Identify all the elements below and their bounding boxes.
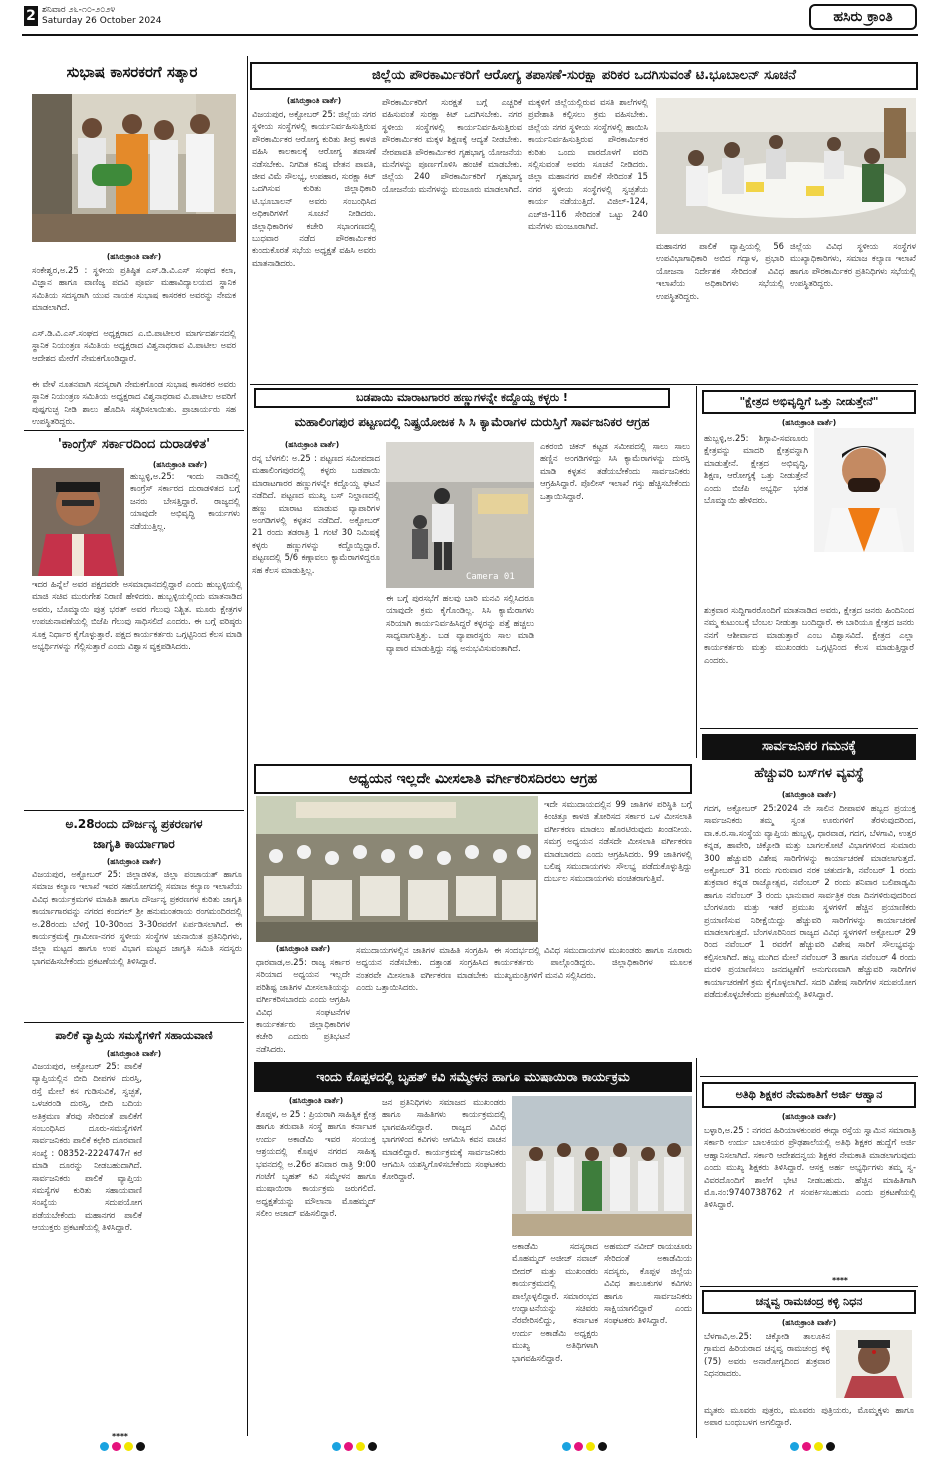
byline-a6: (ಹಸಿರುಕ್ರಾಂತಿ ವಾರ್ತೆ) <box>106 1049 162 1058</box>
body-a10: ಬಳ್ಳಾರಿ,ಅ.25 : ನಗರದ ಹಿರಿಯಾಳಕುಂಪರ ಈದ್ಗಾ ರಸ್ತೆಯ ಸ್ವಾಮಿನ ಸಮಾರಾತ್ರಿ ಸರ್ಕಾರಿ ಉರ್ದು ಬಾಲಕಿಯರ ಪ್ರೌಢಶಾಲೆಯಲ್ಲಿ ಅತಿಥಿ ಶಿಕ್ಷಕರ ಹುದ್ದೆಗೆ ಅರ್ಜಿ ಆಹ್ವಾನಿಸಲಾಗಿದೆ. ಸರ್ಕಾರಿ ಆದೇಶದನ್ವಯ ಶಿಕ್ಷಕರ ನೇಮಕಾತಿ ಮಾಡಲಾಗುವುದು ಎಂದು ಮುಖ್ಯ ಶಿಕ್ಷಕರು ತಿಳಿಸಿದ್ದಾರೆ. ಆಸಕ್ತ ಅರ್ಹ ಅಭ್ಯರ್ಥಿಗಳು ತಮ್ಮ ಸ್ವ-ವಿವರದೊಂದಿಗೆ ಶಾಲೆಗೆ ಭೇಟಿ ನೀಡಬಹುದು. ಹೆಚ್ಚಿನ ಮಾಹಿತಿಗಾಗಿ ಮೊ.ನಂ:9740738762 ಗೆ ಸಂಪರ್ಕಿಸಬಹುದು ಎಂದು ಪ್ರಕಟಣೆಯಲ್ಲಿ ತಿಳಿಸಿದ್ದಾರೆ. <box>704 1125 916 1210</box>
byline-a7: (ಹಸಿರುಕ್ರಾಂತಿ ವಾರ್ತೆ) <box>275 944 331 953</box>
headline-bus-2: ಹೆಚ್ಚುವರಿ ಬಸ್‌ಗಳ ವ್ಯವಸ್ಥೆ <box>754 766 864 781</box>
photo-protest <box>256 796 538 942</box>
column-rule <box>247 56 248 1436</box>
byline-a12: (ಹಸಿರುಕ್ರಾಂತಿ ವಾರ್ತೆ) <box>781 1318 837 1327</box>
column-rule <box>696 386 697 758</box>
body-a5: ವಿಜಯಪುರ, ಅಕ್ಟೋಬರ್ 25: ಜಿಲ್ಲಾಡಳಿತ, ಜಿಲ್ಲಾ ಪಂಚಾಯತ್ ಹಾಗೂ ಸಮಾಜ ಕಲ್ಯಾಣ ಇಲಾಖೆ ಇವರ ಸಹಯೋಗದಲ್ಲಿ ಸಮಾಜ ಕಲ್ಯಾಣ ಇಲಾಖೆಯ ವಿವಿಧ ಕಾರ್ಯಕ್ರಮಗಳ ಮಾಹಿತಿ ಹಾಗೂ ದೌರ್ಜನ್ಯ ಪ್ರಕರಣಗಳ ಕುರಿತು ಜಾಗೃತಿ ಕಾರ್ಯಾಗಾರವನ್ನು ನಗರದ ಕಂದಗಲ್ ಶ್ರೀ ಹನುಮಂತರಾಯ ರಂಗಮಂದಿರದಲ್ಲಿ ಅ.28ರಂದು ಬೆಳಿಗ್ಗೆ 10-30ರಿಂದ 3-30ರವರೆಗೆ ಏರ್ಪಡಿಸಲಾಗಿದೆ. ಈ ಕಾರ್ಯಕ್ರಮಕ್ಕೆ ಗ್ರಾಮೀಣ-ನಗರ ಸ್ಥಳೀಯ ಸಂಸ್ಥೆಗಳ ಚುನಾಯಿತ ಪ್ರತಿನಿಧಿಗಳು, ಜಿಲ್ಲಾ ಮಟ್ಟದ ಹಾಗೂ ಉಪ ವಿಭಾಗ ಮಟ್ಟದ ಜಾಗೃತಿ ಸಮಿತಿ ಸದಸ್ಯರು ಭಾಗವಹಿಸಬೇಕೆಂದು ಪ್ರಕಟಣೆಯಲ್ಲಿ ತಿಳಿಸಿದ್ದಾರೆ. <box>32 869 242 966</box>
body-a4: ಇದರ ಹಿನ್ನೆಲೆ ಅವರ ಪಕ್ಷದವರೇ ಅಸಮಾಧಾನದಲ್ಲಿದ್ದಾರೆ ಎಂದು ಹುಬ್ಬಳ್ಳಿಯಲ್ಲಿ ಮಾಜಿ ಸಚಿವ ಮುರುಗೇಶ ನಿರಾಣಿ ಹೇಳಿದರು. ಹುಬ್ಬಳ್ಳಿಯಲ್ಲಿಂದು ಮಾತನಾಡಿದ ಅವರು, ಬೊಮ್ಮಾಯಿ ಪುತ್ರ ಭರತ್ ಅವರ ಗೆಲುವು ನಿಶ್ಚಿತ. ಮೂರು ಕ್ಷೇತ್ರಗಳ ಉಪಚುನಾವಣೆಯಲ್ಲಿ ಬಿಜೆಪಿ ಗೆಲುವು ಸಾಧಿಸಲಿದೆ ಎಂದರು. ಈ ಬಗ್ಗೆ ವರಿಷ್ಠರು ಸೂಕ್ತ ನಿರ್ಧಾರ ಕೈಗೊಳ್ಳುತ್ತಾರೆ. ಪಕ್ಷದ ಕಾರ್ಯಕರ್ತರು ಒಗ್ಗಟ್ಟಿನಿಂದ ಕೆಲಸ ಮಾಡಿ ಅಭ್ಯರ್ಥಿಗಳನ್ನು ಗೆಲ್ಲಿಸುತ್ತಾರೆ ಎಂದು ವಿಶ್ವಾಸ ವ್ಯಕ್ತಪಡಿಸಿದರು. <box>32 579 242 652</box>
end-marks: **** <box>832 1276 848 1285</box>
end-marks: **** <box>112 1432 128 1441</box>
photo-bharat <box>814 428 914 552</box>
body-a3-col3: ಎಕರಂಬಿ ಚಿಕನ್ ಕಟ್ಟಡ ಸಮೀಪದಲ್ಲಿ ಸಾಲು ಸಾಲು ಹಣ್ಣಿನ ಅಂಗಡಿಗಳಿದ್ದು ಸಿಸಿ ಕ್ಯಾಮೆರಾಗಳನ್ನು ದುರಸ್ತಿ ಮಾಡಿ ಕಳ್ಳತನ ತಡೆಯಬೇಕೆಂದು ಸಾರ್ವಜನಿಕರು ಆಗ್ರಹಿಸಿದ್ದಾರೆ. ಪೊಲೀಸ್ ಇಲಾಖೆ ಗಸ್ತು ಹೆಚ್ಚಿಸಬೇಕೆಂದು ಒತ್ತಾಯಿಸಿದ್ದಾರೆ. <box>540 441 690 501</box>
body-a1-2: ಎಸ್.ಡಿ.ವಿ.ಎಸ್.ಸಂಘದ ಅಧ್ಯಕ್ಷರಾದ ಎ.ಬಿ.ಪಾಟೀಲರ ಮಾರ್ಗದರ್ಶನದಲ್ಲಿ ಸ್ಥಾನಿಕ ನಿಯಂತ್ರಣ ಸಮಿತಿಯ ಅಧ್ಯಕ್ಷರಾದ ವಿಶ್ವನಾಥರಾವ ವಿ.ಪಾಟೀಲ ಅವರ ಆದೇಶದ ಮೇರೆಗೆ ನೇಮಕಗೊಂಡಿದ್ದಾರೆ. <box>32 328 236 363</box>
body-a11-col1: ಕೊಪ್ಪಳ, ಅ 25 : ಪ್ರಿಯರಾಗಿ ಸಾಹಿತ್ಯಿಕ ಕ್ಷೇತ್ರ ಹಾಗೂ ತರುವಾತಿ ಸಂಸ್ಥೆ ಹಾಗೂ ಕರ್ನಾಟಕ ಉರ್ದು ಅಕಾಡೆಮಿ ಇವರ ಸಂಯುಕ್ತ ಆಶ್ರಯದಲ್ಲಿ ಕೊಪ್ಪಳ ನಗರದ ಸಾಹಿತ್ಯ ಭವನದಲ್ಲಿ ಅ.26ರ ಶನಿವಾರ ರಾತ್ರಿ 9:00 ಗಂಟೆಗೆ ಬೃಹತ್ ಕವಿ ಸಮ್ಮೇಳನ ಹಾಗೂ ಮುಷಾಯಿರಾ ಕಾರ್ಯಕ್ರಮ ಜರುಗಲಿದೆ. ಅಧ್ಯಕ್ಷತೆಯನ್ನು ಮೌಲಾನಾ ಮೊಹಮ್ಮದ್ ಸಲೀಂ ಅಜಾದ್ ವಹಿಸಲಿದ್ದಾರೆ. <box>256 1109 376 1219</box>
headline-congress: 'ಕಾಂಗ್ರೆಸ್ ಸರ್ಕಾರದಿಂದ ದುರಾಡಳಿತ' <box>57 437 211 452</box>
body-a8-side: ಹುಬ್ಬಳ್ಳಿ,ಅ.25: ಶಿಗ್ಗಾವಿ-ಸವಣೂರು ಕ್ಷೇತ್ರವನ್ನು ಮಾದರಿ ಕ್ಷೇತ್ರವನ್ನಾಗಿ ಮಾಡುತ್ತೇನೆ. ಕ್ಷೇತ್ರದ ಅಭಿವೃದ್ಧಿ, ಶಿಕ್ಷಣ, ಆರೋಗ್ಯಕ್ಕೆ ಒತ್ತು ನೀಡುತ್ತೇನೆ ಎಂದು ಬಿಜೆಪಿ ಅಭ್ಯರ್ಥಿ ಭರತ ಬೊಮ್ಮಾಯಿ ಹೇಳಿದರು. <box>704 433 808 506</box>
body-a2-col3: ಮಕ್ಕಳಿಗೆ ಜಿಲ್ಲೆಯಲ್ಲಿರುವ ವಸತಿ ಶಾಲೆಗಳಲ್ಲಿ ಪ್ರವೇಶಾತಿ ಕಲ್ಪಿಸಲು ಕ್ರಮ ವಹಿಸಬೇಕು. ಜಿಲ್ಲೆಯ ನಗರ ಸ್ಥಳೀಯ ಸಂಸ್ಥೆಗಳಲ್ಲಿ ಹಾಯಿಸಿ ಕಾರ್ಯನಿರ್ವಹಿಸುತ್ತಿರುವ ಪೌರಕಾರ್ಮಿಕರ ಕುರಿತು ಒಂದು ವಾರದೊಳಗೆ ವರದಿ ಸಲ್ಲಿಸುವಂತೆ ಅವರು ಸೂಚನೆ ನೀಡಿದರು. ಜಿಲ್ಲಾ ಮಹಾನಗರ ಪಾಲಿಕೆ ಸೇರಿದಂತೆ 15 ನಗರ ಸ್ಥಳೀಯ ಸಂಸ್ಥೆಗಳಲ್ಲಿ ಸ್ವಚ್ಛತೆಯ ಕಾರ್ಯ ನಡೆಯುತ್ತಿದೆ. ವಿಜಿಲ್-124, ಎಚ್‌ಜಿ-116 ಸೇರಿದಂತೆ ಒಟ್ಟು 240 ಮನೆಗಳು ಮಂಜೂರಾಗಿವೆ. <box>528 97 648 232</box>
headline-subhash: ಸುಭಾಷ ಕಾಸರಕರಗೆ ಸತ್ಕಾರ <box>66 63 198 81</box>
byline-a5: (ಹಸಿರುಕ್ರಾಂತಿ ವಾರ್ತೆ) <box>106 857 162 866</box>
body-a3-col2: ಈ ಬಗ್ಗೆ ಪುರಸಭೆಗೆ ಹಲವು ಬಾರಿ ಮನವಿ ಸಲ್ಲಿಸಿದರೂ ಯಾವುದೇ ಕ್ರಮ ಕೈಗೊಂಡಿಲ್ಲ. ಸಿಸಿ ಕ್ಯಾಮೆರಾಗಳು ಸರಿಯಾಗಿ ಕಾರ್ಯನಿರ್ವಹಿಸಿದ್ದರೆ ಕಳ್ಳರನ್ನು ಪತ್ತೆ ಹಚ್ಚಲು ಸಾಧ್ಯವಾಗುತ್ತಿತ್ತು. ಬಡ ವ್ಯಾಪಾರಸ್ಥರು ಸಾಲ ಮಾಡಿ ವ್ಯಾಪಾರ ಮಾಡುತ್ತಿದ್ದು ನಷ್ಟ ಅನುಭವಿಸುವಂತಾಗಿದೆ. <box>386 593 534 653</box>
body-a7-col2: ಸಮುದಾಯಗಳಲ್ಲಿನ ಜಾತಿಗಳ ಮಾಹಿತಿ ಸಂಗ್ರಹಿಸಿ ಅಧ್ಯಯನ ನಡೆಸಬೇಕು. ದತ್ತಾಂಶ ಸಂಗ್ರಹಿಸಿದ ನಂತರವೇ ಮೀಸಲಾತಿ ವರ್ಗೀಕರಣ ಮಾಡಬೇಕು ಎಂದು ಒತ್ತಾಯಿಸಿದರು. <box>356 945 488 993</box>
body-a9: ಗದಗ, ಅಕ್ಟೋಬರ್ 25:2024 ನೇ ಸಾಲಿನ ದೀಪಾವಳಿ ಹಬ್ಬದ ಪ್ರಯುಕ್ತ ಸಾರ್ವಜನಿಕರು ತಮ್ಮ ಸ್ವಂತ ಊರುಗಳಿಗೆ ತೆರಳುವುದರಿಂದ, ವಾ.ಕ.ರ.ಸಾ.ಸಂಸ್ಥೆಯ ವ್ಯಾಪ್ತಿಯ ಹುಬ್ಬಳ್ಳಿ, ಧಾರವಾಡ, ಗದಗ, ಬೆಳಗಾವಿ, ಉತ್ತರ ಕನ್ನಡ, ಹಾವೇರಿ, ಚಿಕ್ಕೋಡಿ ಮತ್ತು ಬಾಗಲಕೋಟೆ ವಿಭಾಗಗಳಿಂದ ಸುಮಾರು 300 ಹೆಚ್ಚುವರಿ ವಿಶೇಷ ಸಾರಿಗೆಗಳನ್ನು ಕಾರ್ಯಾಚರಣೆ ಮಾಡಲಾಗುತ್ತದೆ. ಅಕ್ಟೋಬರ್ 31 ರಂದು ಗುರುವಾರ ನರಕ ಚತುರ್ದಶಿ, ನವೆಂಬರ್ 1 ರಂದು ಶುಕ್ರವಾರ ಕನ್ನಡ ರಾಜ್ಯೋತ್ಸವ, ನವೆಂಬರ್ 2 ರಂದು ಶನಿವಾರ ಬಲಿಪಾಡ್ಯಮಿ ಹಾಗೂ ನವೆಂಬರ್ 3 ರಂದು ಭಾನುವಾರ ಸಾರ್ವತ್ರಿಕ ರಜಾ ದಿನಗಳಿರುವುದರಿಂದ ಬೆಂಗಳೂರು ಮತ್ತು ಇತರೆ ಪ್ರಮುಖ ಸ್ಥಳಗಳಿಗೆ ಹೆಚ್ಚಿನ ಪ್ರಯಾಣಿಕರು ಪ್ರಯಾಣಿಸುವ ನಿರೀಕ್ಷೆಯಿದ್ದು ಹೆಚ್ಚುವರಿ ಸಾರಿಗೆಗಳನ್ನು ಕಾರ್ಯಾಚರಣೆ ಮಾಡಲಾಗುತ್ತದೆ. ಬೆಂಗಳೂರಿನಿಂದ ರಾಜ್ಯದ ವಿವಿಧ ಸ್ಥಳಗಳಿಗೆ ಅಕ್ಟೋಬರ್ 29 ರಿಂದ ನವೆಂಬರ್ 1 ರವರೆಗೆ ಹೆಚ್ಚುವರಿ ವಿಶೇಷ ಸಾರಿಗೆ ಸೌಲಭ್ಯವನ್ನು ಕಲ್ಪಿಸಲಾಗಿದೆ. ಹಬ್ಬ ಮುಗಿದ ಮೇಲೆ ನವೆಂಬರ್ 3 ಹಾಗೂ ನವೆಂಬರ್ 4 ರಂದು ಮರಳಿ ಪ್ರಯಾಣಿಸಲು ಜನದಟ್ಟಣೆಗೆ ಅನುಗುಣವಾಗಿ ಹೆಚ್ಚುವರಿ ಸಾರಿಗೆಗಳ ಕಾರ್ಯಾಚರಣೆಗೆ ಕ್ರಮ ಕೈಗೊಳ್ಳಲಾಗಿದೆ. ಸದರಿ ವಿಶೇಷ ಸಾರಿಗೆಗಳ ಸದುಪಯೋಗ ಪಡೆದುಕೊಳ್ಳಬೇಕೆಂದು ಪ್ರಕಟಣೆಯಲ್ಲಿ ತಿಳಿಸಿದ್ದಾರೆ. <box>704 803 916 1000</box>
divider <box>700 728 918 729</box>
body-a11-col4: ಅಹಮದ್ ನವೀದ್ ರಾಯಚೂರು ಸೇರಿದಂತೆ ಅಕಾಡೆಮಿಯ ಸದಸ್ಯರು, ಕೊಪ್ಪಳ ಜಿಲ್ಲೆಯ ವಿವಿಧ ತಾಲೂಕುಗಳ ಕವಿಗಳು ಹಾಗೂ ಸಾರ್ವಜನಿಕರು ಸಾಕ್ಷಿಯಾಗಲಿದ್ದಾರೆ ಎಂದು ಸಂಘಟಕರು ತಿಳಿಸಿದ್ದಾರೆ. <box>604 1241 692 1326</box>
body-a4-side: ಹುಬ್ಬಳ್ಳಿ,ಅ.25: ಇಂದು ನಾಡಿನಲ್ಲಿ ಕಾಂಗ್ರೆಸ್ ಸರ್ಕಾರದ ದುರಾಡಳಿತದ ಬಗ್ಗೆ ಜನರು ಬೇಸತ್ತಿದ್ದಾರೆ. ರಾಜ್ಯದಲ್ಲಿ ಯಾವುದೇ ಅಭಿವೃದ್ಧಿ ಕಾರ್ಯಗಳು ನಡೆಯುತ್ತಿಲ್ಲ. <box>130 471 240 531</box>
body-a6: ವಿಜಯಪುರ, ಅಕ್ಟೋಬರ್ 25: ಪಾಲಿಕೆ ವ್ಯಾಪ್ತಿಯಲ್ಲಿನ ಬೀದಿ ದೀಪಗಳ ದುರಸ್ತಿ, ರಸ್ತೆ ಮೇಲೆ ಕಸ ಗುಡಿಸುವಿಕೆ, ಸ್ವಚ್ಛತೆ, ಒಳಚರಂಡಿ ದುರಸ್ತಿ, ಬೀದಿ ಬದಿಯ ಅತಿಕ್ರಮಣ ತೆರವು ಸೇರಿದಂತೆ ಪಾಲಿಕೆಗೆ ಸಂಬಂಧಿಸಿದ ದೂರು-ಸಮಸ್ಯೆಗಳಿಗೆ ಸಾರ್ವಜನಿಕರು ಪಾಲಿಕೆ ಕಛೇರಿ ದೂರವಾಣಿ ಸಂಖ್ಯೆ : 08352-2224747ಗೆ ಕರೆ ಮಾಡಿ ದೂರನ್ನು ನೀಡಬಹುದಾಗಿದೆ. ಸಾರ್ವಜನಿಕರು ಪಾಲಿಕೆ ವ್ಯಾಪ್ತಿಯ ಸಮಸ್ಯೆಗಳ ಕುರಿತು ಸಹಾಯವಾಣಿ ಸಂಖ್ಯೆಯ ಸದುಪಯೋಗ ಪಡೆಯಬೇಕೆಂದು ಮಹಾನಗರ ಪಾಲಿಕೆ ಆಯುಕ್ತರು ಪ್ರಕಟಣೆಯಲ್ಲಿ ತಿಳಿಸಿದ್ದಾರೆ. <box>32 1061 142 1233</box>
headline-awareness-2: ಜಾಗೃತಿ ಕಾರ್ಯಾಗಾರ <box>93 837 175 851</box>
headline-kavi-sammelana: ಇಂದು ಕೊಪ್ಪಳದಲ್ಲಿ ಬೃಹತ್ ಕವಿ ಸಮ್ಮೇಳನ ಹಾಗೂ ಮುಷಾಯಿರಾ ಕಾರ್ಯಕ್ರಮ <box>254 1062 692 1092</box>
headline-guest-teacher: ಅತಿಥಿ ಶಿಕ್ಷಕರ ನೇಮಕಾತಿಗೆ ಅರ್ಜಿ ಆಹ್ವಾನ <box>702 1082 916 1108</box>
photo-cctv <box>386 442 534 588</box>
headline-awareness-1: ಅ.28ರಂದು ದೌರ್ಜನ್ಯ ಪ್ರಕರಣಗಳ <box>65 817 203 831</box>
body-a11-col3: ಅಕಾಡೆಮಿ ಸದಸ್ಯರಾದ ಮೊಹಮ್ಮದ್ ಅಜೀಜ್ ನವಾಜ್ ಬೀದರ್ ಮತ್ತು ಮುಖಂಡರು ಕಾರ್ಯಕ್ರಮದಲ್ಲಿ ಪಾಲ್ಗೊಳ್ಳಲಿದ್ದಾರೆ. ಸಮಾರಂಭದ ಉದ್ಘಾಟನೆಯನ್ನು ಸಚಿವರು ನೆರವೇರಿಸಲಿದ್ದು, ಕರ್ನಾಟಕ ಉರ್ದು ಅಕಾಡೆಮಿ ಅಧ್ಯಕ್ಷರು ಮುಖ್ಯ ಅತಿಥಿಗಳಾಗಿ ಭಾಗವಹಿಸಲಿದ್ದಾರೆ. <box>512 1241 598 1363</box>
divider <box>24 1022 244 1023</box>
registration-marks <box>562 1442 607 1451</box>
byline-a9: (ಹಸಿರುಕ್ರಾಂತಿ ವಾರ್ತೆ) <box>781 790 837 799</box>
headline-cctv: ಮಹಾಲಿಂಗಪುರ ಪಟ್ಟಣದಲ್ಲಿ ನಿಷ್ಪ್ರಯೋಜಕ ಸಿ ಸಿ ಕ್ಯಾಮೆರಾಗಳ ದುರುಸ್ತಿಗೆ ಸಾರ್ವಜನಿಕರ ಆಗ್ರಹ <box>294 415 650 429</box>
byline-a4: (ಹಸಿರುಕ್ರಾಂತಿ ವಾರ್ತೆ) <box>152 460 208 469</box>
body-a2-col5: ಜಿಲ್ಲೆಯ ವಿವಿಧ ಸ್ಥಳೀಯ ಸಂಸ್ಥೆಗಳ ಮುಖ್ಯಾಧಿಕಾರಿಗಳು, ಸಮಾಜ ಕಲ್ಯಾಣ ಇಲಾಖೆ ಹಾಗೂ ಪೌರಕಾರ್ಮಿಕರ ಪ್ರತಿನಿಧಿಗಳು ಸಭೆಯಲ್ಲಿ ಉಪಸ್ಥಿತರಿದ್ದರು. <box>790 241 916 289</box>
photo-felicitation <box>32 94 236 242</box>
body-a12-side: ಬೆಳಗಾವಿ,ಅ.25: ಚಿಕ್ಕೋಡಿ ತಾಲೂಕಿನ ಗ್ರಾಮದ ಹಿರಿಯರಾದ ಚನ್ನವ್ವ ರಾಮಚಂದ್ರ ಕಳ್ಳಿ (75) ಅವರು ಅನಾರೋಗ್ಯದಿಂದ ಶುಕ್ರವಾರ ನಿಧನರಾದರು. <box>704 1331 830 1379</box>
body-a1-3: ಈ ವೇಳೆ ನೂತನವಾಗಿ ಸದಸ್ಯರಾಗಿ ನೇಮಕಗೊಂಡ ಸುಭಾಷ ಕಾಸರಕರ ಅವರು ಸ್ಥಾನಿಕ ನಿಯಂತ್ರಣ ಸಮಿತಿಯ ಅಧ್ಯಕ್ಷರಾದ ವಿಶ್ವನಾಥರಾವ ವಿ.ಪಾಟೀಲ ಅವರಿಗೆ ಪುಷ್ಪಗುಚ್ಛ ನೀಡಿ ಶಾಲು ಹೊದಿಸಿ ಸತ್ಕರಿಸಲಾಯಿತು. ಪ್ರಾಚಾರ್ಯರು ಸಹ ಉಪಸ್ಥಿತರಿದ್ದರು. <box>32 379 236 427</box>
divider <box>24 430 244 431</box>
headline-pourakarmika: ಜಿಲ್ಲೆಯ ಪೌರಕಾರ್ಮಿಕರಿಗೆ ಆರೋಗ್ಯ ತಪಾಸಣೆ-ಸುರಕ್ಷಾ ಪರಿಕರ ಒದಗಿಸುವಂತೆ ಟಿ.ಭೂಬಾಲನ್ ಸೂಚನೆ <box>250 62 918 90</box>
body-a7-col1: ಧಾರವಾಡ,ಅ.25: ರಾಜ್ಯ ಸರ್ಕಾರ ಸರಿಯಾದ ಅಧ್ಯಯನ ಇಲ್ಲದೇ ಪರಿಶಿಷ್ಟ ಜಾತಿಗಳ ಮೀಸಲಾತಿಯನ್ನು ವರ್ಗೀಕರಿಸಬಾರದು ಎಂದು ಆಗ್ರಹಿಸಿ ವಿವಿಧ ಸಂಘಟನೆಗಳ ಕಾರ್ಯಕರ್ತರು ಜಿಲ್ಲಾಧಿಕಾರಿಗಳ ಕಚೇರಿ ಎದುರು ಪ್ರತಿಭಟನೆ ನಡೆಸಿದರು. <box>256 957 350 1054</box>
headline-obituary: ಚನ್ನವ್ವ ರಾಮಚಂದ್ರ ಕಳ್ಳಿ ನಿಧನ <box>702 1290 916 1314</box>
photo-poets <box>512 1096 692 1236</box>
headline-bus-1: ಸಾರ್ವಜನಿಕರ ಗಮನಕ್ಕೆ <box>702 734 916 760</box>
registration-marks <box>100 1442 145 1451</box>
divider <box>700 1286 918 1287</box>
date-local: ಶನಿವಾರ ೨೬-೧೦-೨೦೨೪ <box>42 5 116 15</box>
photo-meeting <box>656 98 916 234</box>
headline-helpline: ಪಾಲಿಕೆ ವ್ಯಾಪ್ತಿಯ ಸಮಸ್ಯೆಗಳಿಗೆ ಸಹಾಯವಾಣಿ <box>55 1029 213 1042</box>
body-a8: ಶುಕ್ರವಾರ ಸುದ್ದಿಗಾರರೊಂದಿಗೆ ಮಾತನಾಡಿದ ಅವರು, ಕ್ಷೇತ್ರದ ಜನರು ಹಿಂದಿನಿಂದ ನಮ್ಮ ಕುಟುಂಬಕ್ಕೆ ಬೆಂಬಲ ನೀಡುತ್ತಾ ಬಂದಿದ್ದಾರೆ. ಈ ಬಾರಿಯೂ ಕ್ಷೇತ್ರದ ಜನರು ನನಗೆ ಆಶೀರ್ವಾದ ಮಾಡುತ್ತಾರೆ ಎಂಬ ವಿಶ್ವಾಸವಿದೆ. ಕ್ಷೇತ್ರದ ಎಲ್ಲಾ ಕಾರ್ಯಕರ್ತರು ಮತ್ತು ಮುಖಂಡರು ಒಗ್ಗಟ್ಟಿನಿಂದ ಕೆಲಸ ಮಾಡುತ್ತಿದ್ದಾರೆ ಎಂದರು. <box>704 605 914 665</box>
strap-fruit-theft: ಬಡಪಾಯಿ ಮಾರಾಟಗಾರರ ಹಣ್ಣುಗಳನ್ನೇ ಕದ್ದೊಯ್ದ ಕಳ್ಳರು ! <box>254 388 670 408</box>
divider <box>250 384 918 385</box>
date-english: Saturday 26 October 2024 <box>42 16 162 26</box>
body-a2-col2: ಪೌರಕಾರ್ಮಿಕರಿಗೆ ಸುರಕ್ಷತೆ ಬಗ್ಗೆ ಎಚ್ಚರಿಕೆ ವಹಿಸುವಂತೆ ಸುರಕ್ಷಾ ಕಿಟ್ ಒದಗಿಸಬೇಕು. ನಗರ ಸ್ಥಳೀಯ ಸಂಸ್ಥೆಗಳಲ್ಲಿ ಕಾರ್ಯನಿರ್ವಹಿಸುತ್ತಿರುವ ಪೌರಕಾರ್ಮಿಕರ ಮಕ್ಕಳ ಶಿಕ್ಷಣಕ್ಕೆ ಆದ್ಯತೆ ನೀಡಬೇಕು. ನೇರಪಾವತಿ ಪೌರಕಾರ್ಮಿಕರ ಗೃಹಭಾಗ್ಯ ಯೋಜನೆಯ ಮನೆಗಳನ್ನು ಪೂರ್ಣಗೊಳಿಸಿ ಹಂಚಿಕೆ ಮಾಡಬೇಕು. ಜಿಲ್ಲೆಯ 240 ಪೌರಕಾರ್ಮಿಕರಿಗೆ ಗೃಹಭಾಗ್ಯ ಯೋಜನೆಯ ಮನೆಗಳನ್ನು ಮಂಜೂರು ಮಾಡಲಾಗಿದೆ. <box>382 97 522 194</box>
headline-development: "ಕ್ಷೇತ್ರದ ಅಭಿವೃದ್ಧಿಗೆ ಒತ್ತು ನೀಡುತ್ತೇನೆ" <box>702 390 916 414</box>
registration-marks <box>332 1442 377 1451</box>
registration-marks <box>790 1442 835 1451</box>
body-a12: ಮೃತರು ಮೂವರು ಪುತ್ರರು, ಮೂವರು ಪುತ್ರಿಯರು, ಮೊಮ್ಮಕ್ಕಳು ಹಾಗೂ ಅಪಾರ ಬಂಧುಬಳಗ ಅಗಲಿದ್ದಾರೆ. <box>704 1405 914 1428</box>
headline-reservation: ಅಧ್ಯಯನ ಇಲ್ಲದೇ ಮೀಸಲಾತಿ ವರ್ಗೀಕರಿಸದಿರಲು ಆಗ್ರಹ <box>254 764 692 794</box>
body-a2-col4: ಮಹಾನಗರ ಪಾಲಿಕೆ ವ್ಯಾಪ್ತಿಯಲ್ಲಿ 56 ಉಪವಿಭಾಗಾಧಿಕಾರಿ ಅಬಿದ ಗದ್ಯಾಳ, ಪ್ರಭಾರಿ ಯೋಜನಾ ನಿರ್ದೇಶಕ ಸೇರಿದಂತೆ ವಿವಿಧ ಇಲಾಖೆಯ ಅಧಿಕಾರಿಗಳು ಸಭೆಯಲ್ಲಿ ಉಪಸ್ಥಿತರಿದ್ದರು. <box>656 241 784 301</box>
newspaper-brand: ಹಸಿರು ಕ್ರಾಂತಿ <box>809 4 917 30</box>
column-rule <box>696 1058 697 1438</box>
byline-a2: (ಹಸಿರುಕ್ರಾಂತಿ ವಾರ್ತೆ) <box>286 96 342 105</box>
byline-a3: (ಹಸಿರುಕ್ರಾಂತಿ ವಾರ್ತೆ) <box>284 440 340 449</box>
body-a7-col3: ಈ ಸಂದರ್ಭದಲ್ಲಿ ವಿವಿಧ ಸಮುದಾಯಗಳ ಮುಖಂಡರು ಹಾಗೂ ನೂರಾರು ಕಾರ್ಯಕರ್ತರು ಪಾಲ್ಗೊಂಡಿದ್ದರು. ಜಿಲ್ಲಾಧಿಕಾರಿಗಳ ಮೂಲಕ ಮುಖ್ಯಮಂತ್ರಿಗಳಿಗೆ ಮನವಿ ಸಲ್ಲಿಸಿದರು. <box>494 945 692 980</box>
byline-a10: (ಹಸಿರುಕ್ರಾಂತಿ ವಾರ್ತೆ) <box>781 1112 837 1121</box>
masthead-rule <box>22 34 918 36</box>
divider <box>24 810 244 811</box>
body-a1-1: ಸಂಕೇಶ್ವರ,ಅ.25 : ಸ್ಥಳೀಯ ಪ್ರತಿಷ್ಠಿತ ಎಸ್.ಡಿ.ವಿ.ಎಸ್ ಸಂಘದ ಕಲಾ, ವಿಜ್ಞಾನ ಹಾಗೂ ವಾಣಿಜ್ಯ ಪದವಿ ಪೂರ್ವ ಮಹಾವಿದ್ಯಾಲಯದ ಸ್ಥಾನಿಕ ಸಮಿತಿಯ ಸದಸ್ಯರಾಗಿ ಯುವ ನಾಯಕ ಸುಭಾಷ ಕಾಸರಕರ ಅವರನ್ನು ನೇಮಕ ಮಾಡಲಾಗಿದೆ. <box>32 265 236 313</box>
photo-obituary <box>836 1330 912 1398</box>
cctv-label: Camera 01 <box>466 572 515 582</box>
byline-a1: (ಹಸಿರುಕ್ರಾಂತಿ ವಾರ್ತೆ) <box>106 252 162 261</box>
divider <box>700 1076 918 1077</box>
page-number: 2 <box>24 6 38 26</box>
photo-nirani <box>32 468 124 576</box>
body-a3-col1: ರನ್ನ ಬೆಳಗಲಿ: ಅ.25 : ಪಟ್ಟಣದ ಸಮೀಪದಾದ ಮಹಾಲಿಂಗಪುರದಲ್ಲಿ ಕಳ್ಳರು ಬಡಪಾಯಿ ಮಾರಾಟಗಾರರ ಹಣ್ಣುಗಳನ್ನೇ ಕದ್ದೊಯ್ದ ಘಟನೆ ನಡೆದಿದೆ. ಪಟ್ಟಣದ ಮುಖ್ಯ ಬಸ್ ನಿಲ್ದಾಣದಲ್ಲಿ ಹಣ್ಣು ಮಾರಾಟ ಮಾಡುವ ವ್ಯಾಪಾರಿಗಳ ಅಂಗಡಿಗಳಲ್ಲಿ ಕಳ್ಳತನ ನಡೆದಿದೆ. ಅಕ್ಟೋಬರ್ 21 ರಂದು ತಡರಾತ್ರಿ 1 ಗಂಟೆ 30 ನಿಮಿಷಕ್ಕೆ ಕಳ್ಳರು ಹಣ್ಣುಗಳನ್ನು ಕದ್ದೊಯ್ದಿದ್ದಾರೆ. ಪಟ್ಟಣದಲ್ಲಿ 5/6 ಕಣ್ಗಾವಲು ಕ್ಯಾಮೆರಾಗಳಿದ್ದರೂ ಸಹ ಕೆಲಸ ಮಾಡುತ್ತಿಲ್ಲ. <box>252 453 380 575</box>
byline-a11: (ಹಸಿರುಕ್ರಾಂತಿ ವಾರ್ತೆ) <box>288 1096 344 1105</box>
body-a11-col2: ಜನ ಪ್ರತಿನಿಧಿಗಳು ಸಮಾಜದ ಮುಖಂಡರು ಹಾಗೂ ಸಾಹಿತಿಗಳು ಕಾರ್ಯಕ್ರಮದಲ್ಲಿ ಭಾಗವಹಿಸಲಿದ್ದಾರೆ. ರಾಜ್ಯದ ವಿವಿಧ ಭಾಗಗಳಿಂದ ಕವಿಗಳು ಆಗಮಿಸಿ ಕವನ ವಾಚನ ಮಾಡಲಿದ್ದಾರೆ. ಕಾರ್ಯಕ್ರಮಕ್ಕೆ ಸಾರ್ವಜನಿಕರು ಆಗಮಿಸಿ ಯಶಸ್ವಿಗೊಳಿಸಬೇಕೆಂದು ಸಂಘಟಕರು ಕೋರಿದ್ದಾರೆ. <box>382 1097 506 1182</box>
body-a7-right: ಇದೇ ಸಮುದಾಯದಲ್ಲಿನ 99 ಜಾತಿಗಳ ಪರಿಸ್ಥಿತಿ ಬಗ್ಗೆ ಕಿಂಚಿತ್ತೂ ಕಾಳಜಿ ತೋರಿಸದ ಸರ್ಕಾರ ಒಳ ಮೀಸಲಾತಿ ವರ್ಗೀಕರಣ ಮಾಡಲು ಹೊರಟಿರುವುದು ಖಂಡನೀಯ. ಸಮಗ್ರ ಅಧ್ಯಯನ ನಡೆಸದೇ ಮೀಸಲಾತಿ ವರ್ಗೀಕರಣ ಮಾಡಬಾರದು ಎಂದು ಆಗ್ರಹಿಸಿದರು. 99 ಜಾತಿಗಳಲ್ಲಿ ಬಲಿಷ್ಠ ಸಮುದಾಯಗಳು ಸೌಲಭ್ಯ ಪಡೆದುಕೊಳ್ಳುತ್ತಿದ್ದು ದುರ್ಬಲ ಸಮುದಾಯಗಳು ವಂಚಿತರಾಗುತ್ತಿವೆ. <box>544 799 692 884</box>
byline-a8: (ಹಸಿರುಕ್ರಾಂತಿ ವಾರ್ತೆ) <box>781 418 837 427</box>
body-a2-col1: ವಿಜಯಪುರ, ಅಕ್ಟೋಬರ್ 25: ಜಿಲ್ಲೆಯ ನಗರ ಸ್ಥಳೀಯ ಸಂಸ್ಥೆಗಳಲ್ಲಿ ಕಾರ್ಯನಿರ್ವಹಿಸುತ್ತಿರುವ ಪೌರಕಾರ್ಮಿಕರ ಆರೋಗ್ಯ ಕುರಿತು ತೀವ್ರ ಕಾಳಜಿ ವಹಿಸಿ ಕಾಲಕಾಲಕ್ಕೆ ಆರೋಗ್ಯ ತಪಾಸಣೆ ನಡೆಸಬೇಕು. ನಿಗದಿತ ಕನಿಷ್ಠ ವೇತನ ಪಾವತಿ, ಜೀವ ವಿಮೆ ಸೌಲಭ್ಯ, ಉಪಹಾರ, ಸುರಕ್ಷಾ ಕಿಟ್ ಒದಗಿಸುವ ಕುರಿತು ಜಿಲ್ಲಾಧಿಕಾರಿ ಟಿ.ಭೂಬಾಲನ್ ಅವರು ಸಂಬಂಧಿಸಿದ ಅಧಿಕಾರಿಗಳಿಗೆ ಸೂಚನೆ ನೀಡಿದರು. ಜಿಲ್ಲಾಧಿಕಾರಿಗಳ ಕಚೇರಿ ಸಭಾಂಗಣದಲ್ಲಿ ಬುಧವಾರ ನಡೆದ ಪೌರಕಾರ್ಮಿಕರ ಕುಂದುಕೊರತೆ ಸಭೆಯ ಅಧ್ಯಕ್ಷತೆ ವಹಿಸಿ ಅವರು ಮಾತನಾಡಿದರು. <box>252 109 376 268</box>
